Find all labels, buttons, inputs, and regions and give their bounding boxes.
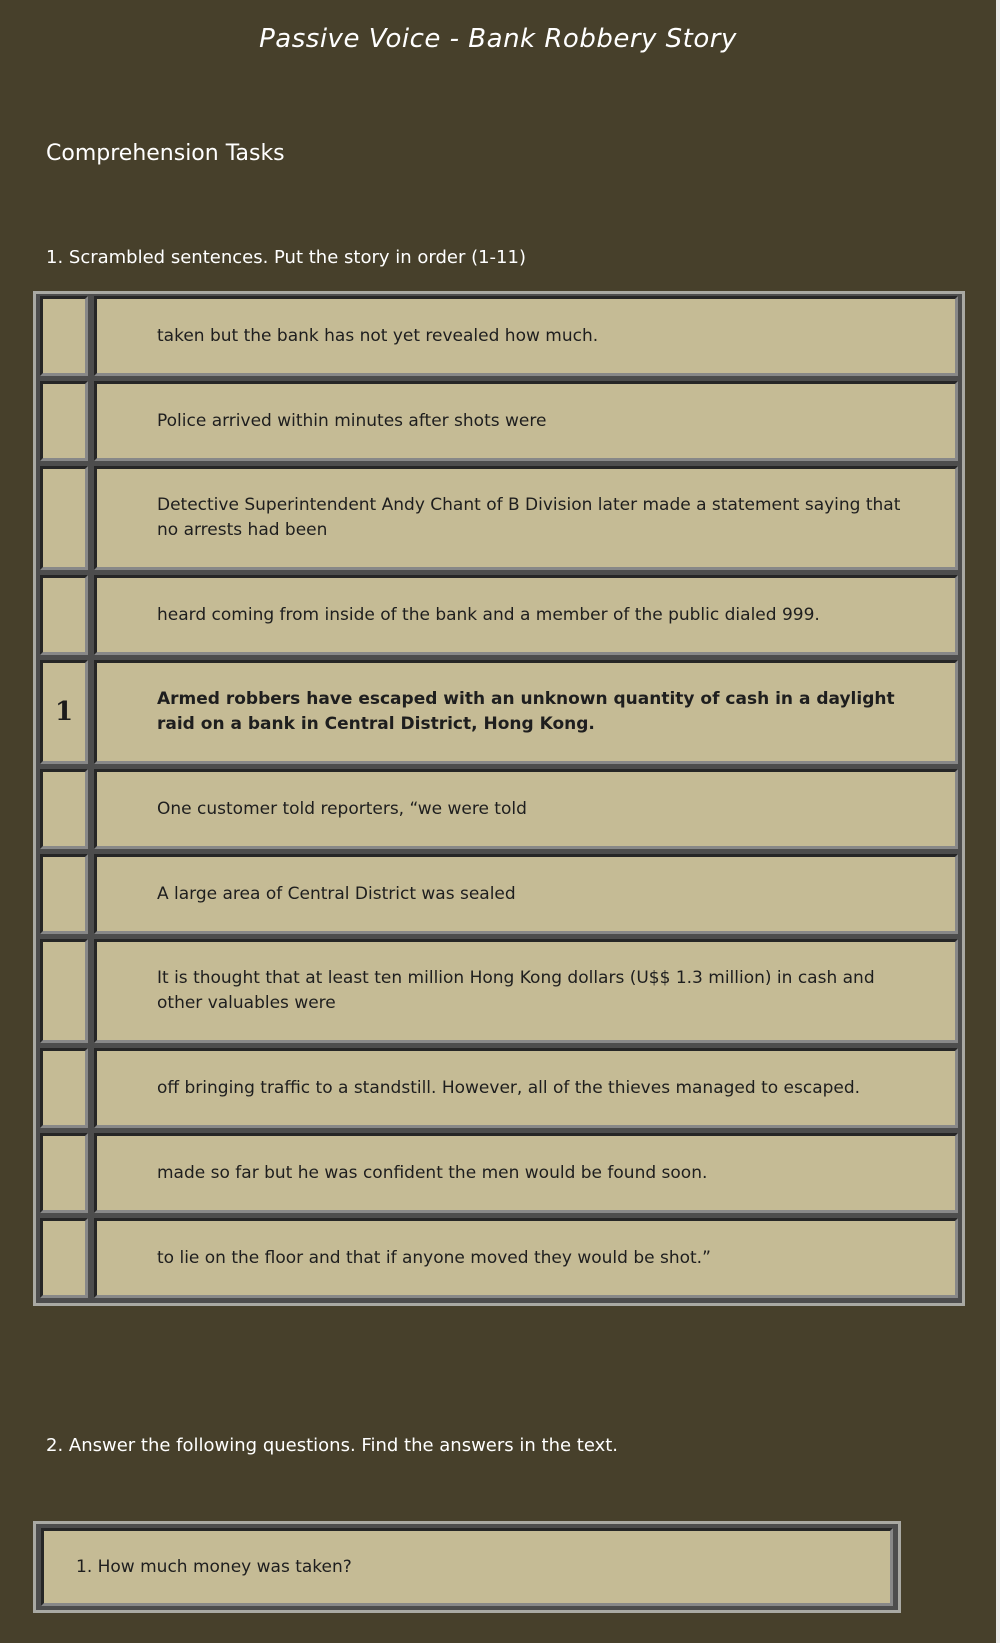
order-number-input[interactable] [40, 1133, 88, 1213]
scramble-row [40, 575, 958, 655]
sentence-text: taken but the bank has not yet revealed how much. [94, 296, 958, 376]
scramble-row [40, 769, 958, 849]
section-heading: Comprehension Tasks [46, 141, 285, 166]
order-number-input[interactable] [40, 466, 88, 570]
order-number-input[interactable]: 1 [40, 660, 88, 764]
right-edge-strip [996, 0, 1000, 1643]
scramble-row [40, 1133, 958, 1213]
order-number-input[interactable] [40, 575, 88, 655]
sentence-text: A large area of Central District was sealed [94, 854, 958, 934]
sentence-text: Detective Superintendent Andy Chant of B Division later made a statement saying that no arrests had been [94, 466, 958, 570]
scramble-row [40, 381, 958, 461]
sentence-text: to lie on the floor and that if anyone moved they would be shot.” [94, 1218, 958, 1298]
page-title: Passive Voice - Bank Robbery Story [259, 24, 737, 54]
question-box [33, 1521, 901, 1613]
sentence-text: Police arrived within minutes after shots were [94, 381, 958, 461]
sentence-text: Armed robbers have escaped with an unknown quantity of cash in a daylight raid on a bank in Central District, Hong Kong. [94, 660, 958, 764]
scramble-row [40, 660, 958, 764]
sentence-text: It is thought that at least ten million Hong Kong dollars (U$$ 1.3 million) in cash and other valuables were [94, 939, 958, 1043]
scramble-row [40, 939, 958, 1043]
sentence-text: One customer told reporters, “we were told [94, 769, 958, 849]
scramble-row [40, 854, 958, 934]
scramble-table [33, 291, 965, 1306]
task1-heading: 1. Scrambled sentences. Put the story in order (1-11) [46, 247, 526, 268]
order-number-input[interactable] [40, 1218, 88, 1298]
scramble-row [40, 466, 958, 570]
task2-heading: 2. Answer the following questions. Find the answers in the text. [46, 1435, 619, 1456]
order-number-input[interactable] [40, 769, 88, 849]
order-number-input[interactable] [40, 939, 88, 1043]
scramble-row [40, 1048, 958, 1128]
order-number-input[interactable] [40, 1048, 88, 1128]
scramble-row [40, 1218, 958, 1298]
scramble-row [40, 296, 958, 376]
question-text[interactable]: 1. How much money was taken? [41, 1528, 893, 1606]
order-number-input[interactable] [40, 381, 88, 461]
order-number-input[interactable] [40, 296, 88, 376]
sentence-text: off bringing traffic to a standstill. However, all of the thieves managed to escaped. [94, 1048, 958, 1128]
order-number-input[interactable] [40, 854, 88, 934]
sentence-text: heard coming from inside of the bank and a member of the public dialed 999. [94, 575, 958, 655]
sentence-text: made so far but he was confident the men would be found soon. [94, 1133, 958, 1213]
